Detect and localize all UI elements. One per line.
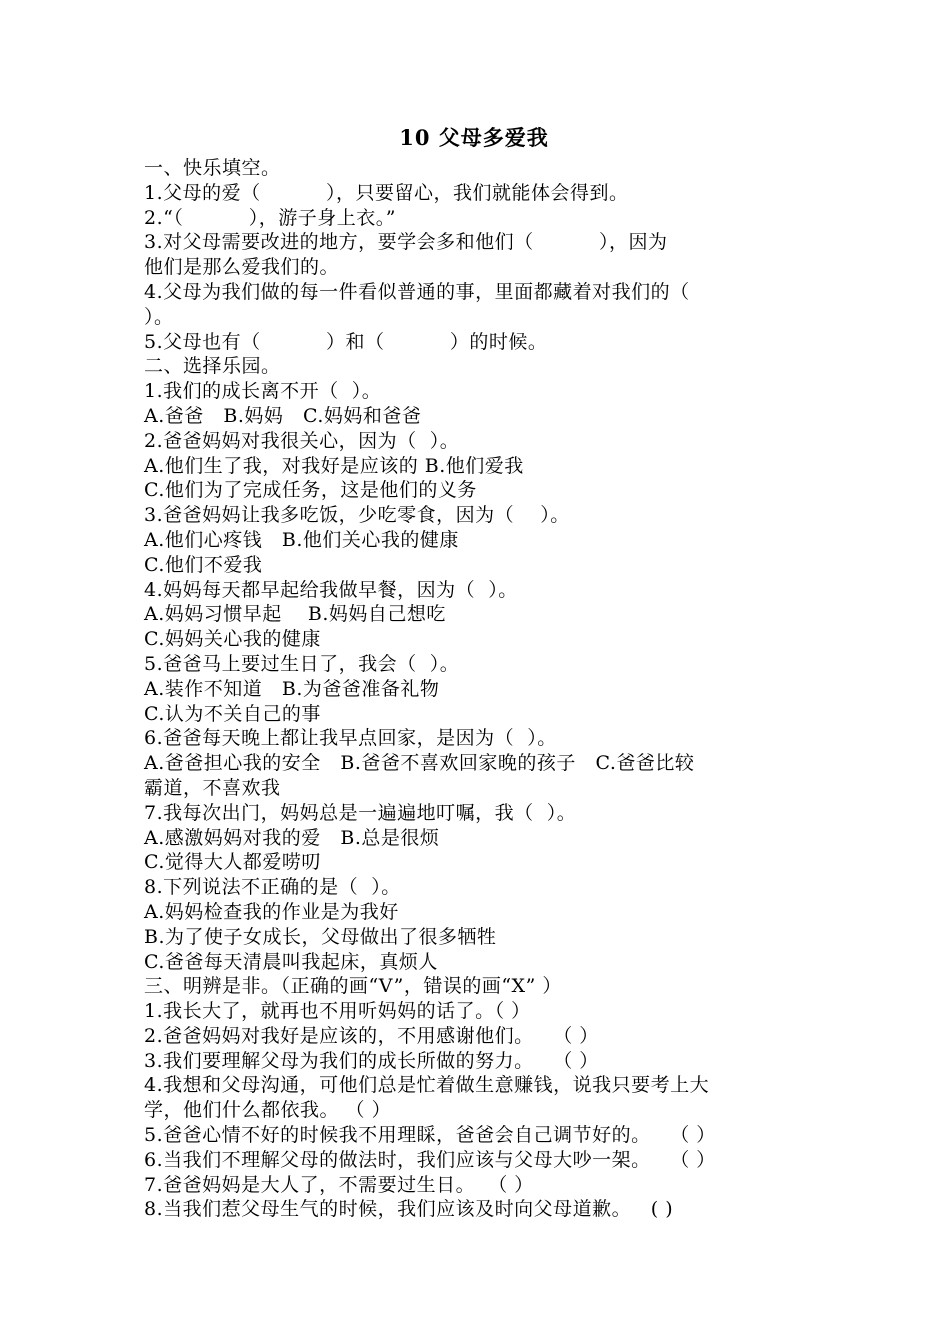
worksheet-line: 2.爸爸妈妈对我好是应该的，不用感谢他们。 （ ）: [144, 1024, 599, 1047]
worksheet-line: A.感激妈妈对我的爱 B.总是很烦: [144, 826, 440, 849]
worksheet-line: 4.父母为我们做的每一件看似普通的事，里面都藏着对我们的（: [144, 280, 690, 303]
worksheet-line: 6.爸爸每天晚上都让我早点回家，是因为（ ）。: [144, 727, 557, 750]
worksheet-line: A.装作不知道 B.为爸爸准备礼物: [144, 677, 440, 700]
worksheet-line: 6.当我们不理解父母的做法时，我们应该与父母大吵一架。 （ ）: [144, 1148, 716, 1171]
worksheet-line: C.觉得大人都爱唠叨: [144, 851, 321, 874]
worksheet-line: 3.爸爸妈妈让我多吃饭，少吃零食，因为（ ）。: [144, 504, 570, 527]
worksheet-line: 他们是那么爱我们的。: [144, 256, 340, 279]
worksheet-line: 1.我们的成长离不开（ ）。: [144, 380, 382, 403]
worksheet-line: 2.“（ ），游子身上衣。”: [144, 206, 396, 229]
worksheet-line: A.妈妈检查我的作业是为我好: [144, 900, 399, 923]
worksheet-line: A.他们心疼钱 B.他们关心我的健康: [144, 528, 459, 551]
worksheet-line: 2.爸爸妈妈对我很关心，因为（ ）。: [144, 429, 460, 452]
worksheet-line: 3.对父母需要改进的地方，要学会多和他们（ ），因为: [144, 231, 668, 254]
worksheet-body: [144, 156, 804, 1222]
worksheet-line: 学，他们什么都依我。 （ ）: [144, 1099, 392, 1122]
worksheet-line: 三、明辨是非。（正确的画“V”，错误的画“X” ）: [144, 975, 562, 998]
worksheet-line: 二、选择乐园。: [144, 355, 281, 378]
worksheet-line: C.爸爸每天清晨叫我起床，真烦人: [144, 950, 438, 973]
worksheet-line: 3.我们要理解父母为我们的成长所做的努力。 （ ）: [144, 1049, 599, 1072]
worksheet-line: 5.父母也有（ ）和（ ）的时候。: [144, 330, 548, 353]
worksheet-line: 7.爸爸妈妈是大人了，不需要过生日。 （ ）: [144, 1173, 534, 1196]
worksheet-line: A.妈妈习惯早起 B.妈妈自己想吃: [144, 603, 446, 626]
worksheet-title: 10 父母多爱我: [399, 125, 549, 150]
worksheet-line: A.爸爸 B.妈妈 C.妈妈和爸爸: [144, 404, 422, 427]
worksheet-line: ）。: [144, 305, 174, 328]
worksheet-line: 4.我想和父母沟通，可他们总是忙着做生意赚钱，说我只要考上大: [144, 1074, 710, 1097]
worksheet-line: 8.下列说法不正确的是（ ）。: [144, 876, 401, 899]
worksheet-line: C.妈妈关心我的健康: [144, 628, 321, 651]
worksheet-line: A.爸爸担心我的安全 B.爸爸不喜欢回家晚的孩子 C.爸爸比较: [144, 752, 695, 775]
worksheet-line: 一、快乐填空。: [144, 157, 281, 179]
worksheet-line: 7.我每次出门，妈妈总是一遍遍地叮嘱，我（ ）。: [144, 801, 577, 824]
worksheet-line: 4.妈妈每天都早起给我做早餐，因为（ ）。: [144, 578, 518, 601]
worksheet-line: 1.父母的爱（ ），只要留心，我们就能体会得到。: [144, 181, 629, 204]
worksheet-line: 5.爸爸心情不好的时候我不用理睬，爸爸会自己调节好的。 （ ）: [144, 1124, 716, 1147]
worksheet-line: 1.我长大了，就再也不用听妈妈的话了。（ ）: [144, 1000, 531, 1023]
worksheet-line: 8.当我们惹父母生气的时候，我们应该及时向父母道歉。 ( ): [144, 1198, 674, 1221]
worksheet-line: C.他们为了完成任务，这是他们的义务: [144, 479, 477, 502]
worksheet-line: C.他们不爱我: [144, 553, 263, 576]
worksheet-line: 霸道，不喜欢我: [144, 776, 281, 799]
worksheet-line: B.为了使子女成长，父母做出了很多牺牲: [144, 925, 497, 948]
worksheet-page: [144, 120, 804, 1222]
worksheet-line: 5.爸爸马上要过生日了，我会（ ）。: [144, 652, 460, 675]
worksheet-line: C.认为不关自己的事: [144, 702, 321, 725]
worksheet-line: A.他们生了我，对我好是应该的 B.他们爱我: [144, 454, 524, 477]
